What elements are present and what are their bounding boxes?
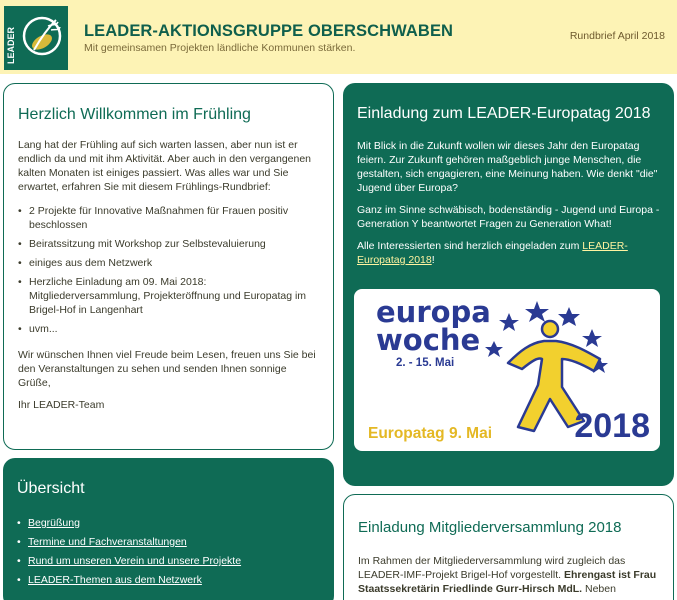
list-item: • uvm...	[18, 322, 319, 336]
member-meeting-card	[343, 494, 674, 600]
issue-label: Rundbrief April 2018	[569, 30, 665, 42]
banner-year: 2018	[574, 407, 650, 445]
europatag-title: Einladung zum LEADER-Europatag 2018	[357, 105, 651, 122]
org-subtitle: Mit gemeinsamen Projekten ländliche Kommunen stärken.	[84, 42, 356, 54]
welcome-list	[18, 204, 319, 336]
europatag-card	[343, 83, 674, 486]
banner-dates: 2. - 15. Mai	[396, 357, 455, 369]
list-item: • Beiratssitzung mit Workshop zur Selbstevaluierung	[18, 237, 319, 251]
member-meeting-title: Einladung Mitgliederversammlung 2018	[358, 519, 622, 536]
leader-logo-icon	[4, 6, 68, 70]
member-meeting-tail: Neben	[582, 583, 616, 595]
overview-list	[17, 516, 320, 587]
banner-word-woche: woche	[376, 323, 481, 357]
overview-link-termine[interactable]: Termine und Fachveranstaltungen	[28, 536, 187, 548]
overview-link-netzwerk[interactable]: LEADER-Themen aus dem Netzwerk	[28, 574, 202, 586]
banner-europatag: Europatag 9. Mai	[368, 425, 493, 442]
welcome-signature: Ihr LEADER-Team	[18, 399, 105, 411]
list-item: • einiges aus dem Netzwerk	[18, 256, 319, 270]
europawoche-banner	[354, 289, 660, 451]
welcome-card	[3, 83, 334, 450]
overview-link-verein[interactable]: Rund um unseren Verein und unsere Projekte	[28, 555, 242, 567]
member-meeting-text	[358, 554, 659, 596]
member-meeting-guest: Ehrengast ist Frau Staatssekretärin Friedlinde Gurr-Hirsch MdL.	[358, 569, 657, 595]
welcome-intro: Lang hat der Frühling auf sich warten lassen, aber nun ist er endlich da und mit ihm Aktivität. Aber auch in den vergangenen kalten Monaten ist einiges passiert. Was alles war und Sie erwartet, erfahren Sie mit diesem Frühlings-Rundbrief:	[18, 139, 312, 193]
list-item	[17, 554, 320, 568]
europatag-paragraph-3	[357, 239, 660, 267]
europatag-paragraph-1: Mit Blick in die Zukunft wollen wir dieses Jahr den Europatag feiern. Zur Zukunft gehören maßgeblich junge Menschen, die gestalten, sich engagieren, eine Meinung haben. Wie denkt "die" Jugend über Europa?	[357, 140, 658, 194]
member-meeting-intro: Im Rahmen der Mitgliederversammlung wird zugleich das LEADER-IMF-Projekt Brigel-Hof vorgestellt.	[358, 555, 626, 581]
overview-card	[3, 458, 334, 600]
welcome-title: Herzlich Willkommen im Frühling	[18, 106, 251, 123]
list-item	[17, 516, 320, 530]
svg-text:LEADER: LEADER	[6, 26, 16, 64]
org-title: LEADER-AKTIONSGRUPPE OBERSCHWABEN	[84, 22, 454, 40]
list-item: • 2 Projekte für Innovative Maßnahmen für Frauen positiv beschlossen	[18, 204, 319, 232]
leader-logo	[4, 6, 68, 70]
overview-title: Übersicht	[17, 480, 85, 497]
list-item	[17, 535, 320, 549]
overview-link-begruessung[interactable]: Begrüßung	[28, 517, 80, 529]
europatag-link[interactable]: LEADER-Europatag 2018	[357, 240, 628, 266]
welcome-closing: Wir wünschen Ihnen viel Freude beim Lesen, freuen uns Sie bei den Veranstaltungen zu sehen und senden Ihnen sonnige Grüße,	[18, 349, 316, 389]
newsletter-header	[0, 0, 677, 74]
europatag-paragraph-2: Ganz im Sinne schwäbisch, bodenständig - Jugend und Europa - Generation Y beantwortet Fragen zu Generation What!	[357, 204, 660, 230]
list-item	[17, 573, 320, 587]
list-item: • Herzliche Einladung am 09. Mai 2018: Mitgliederversammlung, Projekteröffnung und Europatag im Brigel-Hof in Langenhart	[18, 275, 319, 317]
europatag-invite-text: Alle Interessierten sind herzlich eingeladen zum	[357, 240, 583, 252]
europatag-invite-end: !	[431, 254, 435, 266]
banner-word-europa: europa	[376, 295, 491, 329]
